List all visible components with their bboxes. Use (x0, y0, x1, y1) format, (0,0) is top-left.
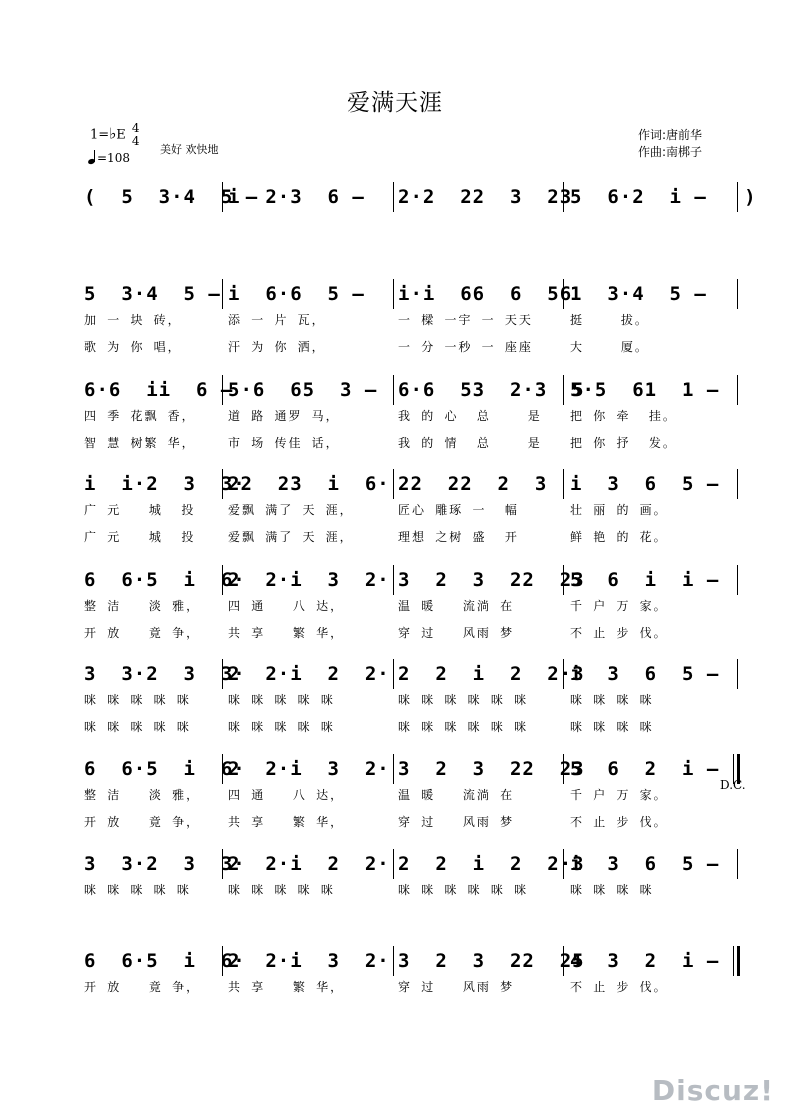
measure-notes: 3 2 3 22 23 (398, 758, 585, 780)
lyricist: 作词:唐前华 (638, 128, 703, 142)
lyric-verse-2: 穿 过 风雨 梦 (398, 815, 515, 829)
flat-sign: ♭ (109, 124, 117, 143)
score-row (0, 467, 790, 567)
time-signature (132, 122, 140, 148)
lyric-verse-1: 穿 过 风雨 梦 (398, 980, 515, 994)
measure-notes: 6 6·5 i 6· (84, 950, 246, 972)
measure-notes: 6·6 ii 6 – (84, 379, 234, 401)
lyric-verse-1: 挺 拔。 (570, 313, 649, 327)
lyric-verse-1: 广 元 城 投 (84, 503, 196, 517)
measure-notes: 3 3·2 3 3· (84, 853, 246, 875)
bar-line (737, 469, 738, 499)
lyric-verse-1: 整 洁 淡 雅， (84, 788, 201, 802)
measure-notes: 2 2 i 2 2·3 (398, 853, 585, 875)
lyric-verse-1: 匠心 雕琢 一 幅 (398, 503, 519, 517)
meter-top: 4 (131, 121, 140, 135)
measure-notes: 5 6 2 i – (570, 758, 720, 780)
measure-notes: 6·6 53 2·3 5 (398, 379, 585, 401)
lyric-verse-1: 加 一 块 砖， (84, 313, 182, 327)
measure-notes: 2 2·i 3 2· (228, 950, 390, 972)
score-row (0, 847, 790, 947)
lyric-verse-1: 咪 咪 咪 咪 (570, 693, 654, 707)
measure-notes: 6 6·5 i 6· (84, 569, 246, 591)
page-title: 爱满天涯 (347, 90, 443, 116)
lyric-verse-2: 爱飘 满了 天 涯， (228, 530, 354, 544)
lyric-verse-2: 开 放 竟 争， (84, 626, 201, 640)
bar-line (393, 375, 394, 405)
lyric-verse-1: 爱飘 满了 天 涯， (228, 503, 354, 517)
credits (638, 127, 702, 161)
bar-line (393, 849, 394, 879)
lyric-verse-2: 大 厦。 (570, 340, 649, 354)
lyric-verse-2: 歌 为 你 唱， (84, 340, 182, 354)
measure-notes: i 2·3 6 – (228, 186, 365, 208)
bar-line (737, 279, 738, 309)
lyric-verse-1: 开 放 竟 争， (84, 980, 201, 994)
lyric-verse-1: 四 季 花飘 香， (84, 409, 196, 423)
bar-line (737, 375, 738, 405)
measure-notes: 2·2 22 3 23 (398, 186, 573, 208)
bar-line (393, 754, 394, 784)
measure-notes: 6 6·5 i 6· (84, 758, 246, 780)
bar-line (393, 946, 394, 976)
measure-notes: i·i 66 6 56 (398, 283, 573, 305)
bar-line (393, 182, 394, 212)
measure-notes: 2 2·i 2 2· (228, 663, 390, 685)
bar-line (393, 279, 394, 309)
lyric-verse-1: 一 樑 一宇 一 天天 (398, 313, 533, 327)
lyric-verse-1: 咪 咪 咪 咪 咪 (84, 693, 191, 707)
measure-notes: 4 3 2 i – (570, 950, 720, 972)
measure-notes: 5 3·4 5 – (84, 283, 221, 305)
lyric-verse-2: 咪 咪 咪 咪 咪 (228, 720, 335, 734)
lyric-verse-2: 咪 咪 咪 咪 (570, 720, 654, 734)
lyric-verse-2: 一 分 一秒 一 座座 (398, 340, 533, 354)
lyric-verse-2: 鲜 艳 的 花。 (570, 530, 668, 544)
measure-notes: 2 2·i 3 2· (228, 569, 390, 591)
bar-line (393, 659, 394, 689)
lyric-verse-2: 我 的 情 总 是 (398, 436, 542, 450)
key-prefix: 1= (90, 127, 110, 143)
lyric-verse-2: 咪 咪 咪 咪 咪 (84, 720, 191, 734)
lyric-verse-1: 把 你 牵 挂。 (570, 409, 677, 423)
measure-notes: 2 2 i 2 2·3 (398, 663, 585, 685)
lyric-verse-2: 共 享 繁 华， (228, 815, 345, 829)
lyric-verse-1: 咪 咪 咪 咪 咪 (228, 693, 335, 707)
tempo-marking (88, 150, 130, 165)
score-row (0, 563, 790, 663)
score-row (0, 373, 790, 473)
lyric-verse-1: 温 暖 流淌 在 (398, 788, 515, 802)
measure-notes: 22 23 i 6· (228, 473, 390, 495)
bar-line (563, 469, 564, 499)
lyric-verse-1: 我 的 心 总 是 (398, 409, 542, 423)
bar-line (737, 565, 738, 595)
key-signature (90, 122, 140, 148)
lyric-verse-2: 理想 之树 盛 开 (398, 530, 519, 544)
tempo-value: =108 (97, 151, 130, 165)
key-letter: E (116, 127, 126, 143)
bar-line (393, 565, 394, 595)
measure-notes: 22 22 2 3 (398, 473, 548, 495)
composer: 作曲:南梆子 (638, 145, 703, 159)
measure-notes: 3 3·2 3 3· (84, 663, 246, 685)
measure-notes: i i·2 3 3· (84, 473, 246, 495)
lyric-verse-1: 咪 咪 咪 咪 咪 (228, 883, 335, 897)
lyric-verse-1: 添 一 片 瓦， (228, 313, 326, 327)
lyric-verse-2: 不 止 步 伐。 (570, 815, 668, 829)
lyric-verse-2: 汗 为 你 洒， (228, 340, 326, 354)
measure-notes: 5 6·2 i – ) (570, 186, 757, 208)
lyric-verse-1: 千 户 万 家。 (570, 599, 668, 613)
lyric-verse-1: 咪 咪 咪 咪 (570, 883, 654, 897)
measure-notes: ( 5 3·4 5 – (84, 186, 259, 208)
lyric-verse-2: 共 享 繁 华， (228, 626, 345, 640)
bar-line (737, 659, 738, 689)
measure-notes: i 3 6 5 – (570, 853, 720, 875)
lyric-verse-2: 市 场 传佳 话， (228, 436, 340, 450)
lyric-verse-1: 四 通 八 达， (228, 788, 345, 802)
lyric-verse-1: 咪 咪 咪 咪 咪 咪 (398, 883, 529, 897)
score-row (0, 180, 790, 280)
lyric-verse-1: 四 通 八 达， (228, 599, 345, 613)
lyric-verse-1: 整 洁 淡 雅， (84, 599, 201, 613)
score-row (0, 657, 790, 757)
lyric-verse-2: 开 放 竟 争， (84, 815, 201, 829)
lyric-verse-2: 把 你 抒 发。 (570, 436, 677, 450)
bar-line (737, 946, 740, 976)
measure-notes: 2 2·i 2 2· (228, 853, 390, 875)
measure-notes: 5·5 61 1 – (570, 379, 720, 401)
measure-notes: 5·6 65 3 – (228, 379, 378, 401)
lyric-verse-1: 咪 咪 咪 咪 咪 (84, 883, 191, 897)
lyric-verse-1: 共 享 繁 华， (228, 980, 345, 994)
measure-notes: i 6·6 5 – (228, 283, 365, 305)
measure-notes: 2 2·i 3 2· (228, 758, 390, 780)
lyric-verse-1: 壮 丽 的 画。 (570, 503, 668, 517)
meter-bottom: 4 (131, 134, 140, 148)
bar-line (393, 469, 394, 499)
measure-notes: i 3 6 5 – (570, 473, 720, 495)
measure-notes: 3 2 3 22 23 (398, 569, 585, 591)
lyric-verse-1: 咪 咪 咪 咪 咪 咪 (398, 693, 529, 707)
measure-notes: i 3 6 5 – (570, 663, 720, 685)
lyric-verse-2: 智 慧 树繁 华， (84, 436, 196, 450)
watermark: Discuz! (651, 1074, 774, 1107)
quarter-note-icon (88, 150, 97, 164)
bar-line (737, 849, 738, 879)
lyric-verse-2: 不 止 步 伐。 (570, 626, 668, 640)
score-row (0, 944, 790, 1044)
da-capo-marking: D.C. (720, 778, 746, 792)
score-row (0, 277, 790, 377)
expression-marking: 美好 欢快地 (160, 143, 219, 156)
lyric-verse-2: 穿 过 风雨 梦 (398, 626, 515, 640)
bar-line (222, 279, 223, 309)
measure-notes: 3 2 3 22 25 (398, 950, 585, 972)
lyric-verse-2: 咪 咪 咪 咪 咪 咪 (398, 720, 529, 734)
lyric-verse-1: 不 止 步 伐。 (570, 980, 668, 994)
bar-line (733, 946, 734, 976)
lyric-verse-1: 温 暖 流淌 在 (398, 599, 515, 613)
lyric-verse-1: 道 路 通罗 马， (228, 409, 340, 423)
lyric-verse-2: 广 元 城 投 (84, 530, 196, 544)
score-row (0, 752, 790, 852)
lyric-verse-1: 千 户 万 家。 (570, 788, 668, 802)
measure-notes: 1 3·4 5 – (570, 283, 707, 305)
measure-notes: 5 6 i i – (570, 569, 720, 591)
